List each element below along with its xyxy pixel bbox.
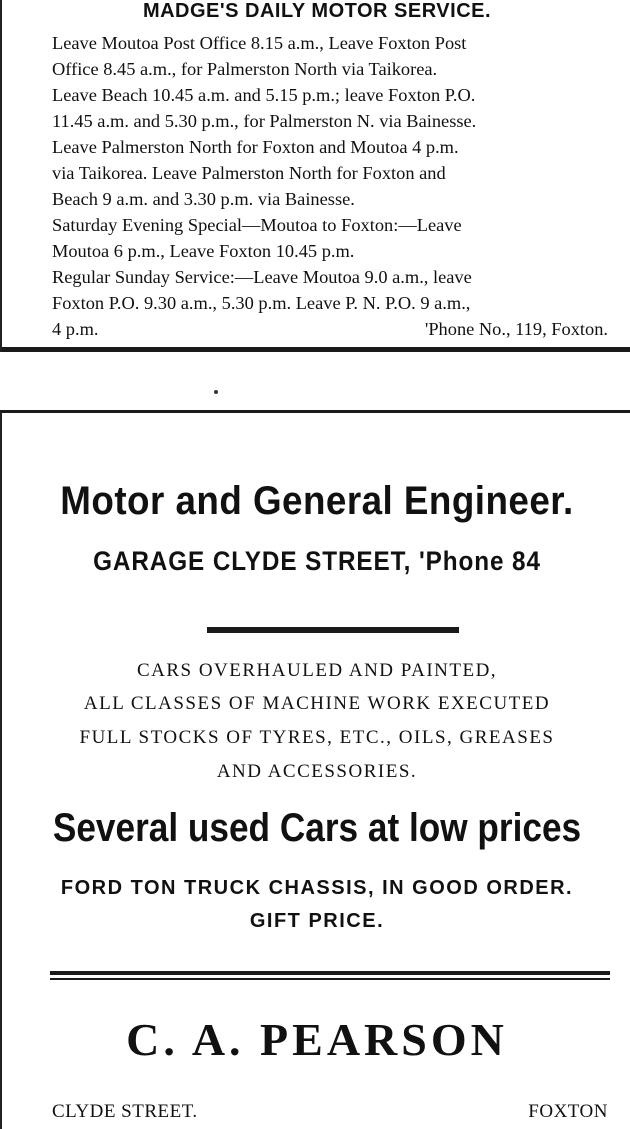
service-line: Beach 9 a.m. and 3.30 p.m. via Bainesse. — [52, 189, 355, 209]
service-item: ALL CLASSES OF MACHINE WORK EXECUTED — [83, 693, 551, 714]
offer-line: FORD TON TRUCK CHASSIS, IN GOOD ORDER. — [60, 877, 574, 899]
divider-rule-double — [50, 971, 610, 975]
divider-rule-double — [50, 978, 610, 980]
service-item: CARS OVERHAULED AND PAINTED, — [136, 660, 498, 681]
phone-number: 'Phone No., 119, Foxton. — [425, 319, 608, 339]
motor-service-title: MADGE'S DAILY MOTOR SERVICE. — [142, 0, 492, 22]
address-street: CLYDE STREET. — [52, 1101, 198, 1122]
service-line: Regular Sunday Service:—Leave Moutoa 9.0 a.m., leave — [52, 267, 472, 287]
service-line: 11.45 a.m. and 5.30 p.m., for Palmerston N. via Bainesse. — [52, 111, 477, 131]
address-town: FOXTON — [528, 1101, 608, 1122]
service-line: via Taikorea. Leave Palmerston North for Foxton and — [52, 163, 446, 183]
engineer-advert — [0, 410, 630, 1129]
used-cars-headline: Several used Cars at low prices — [52, 806, 582, 850]
service-line: Leave Beach 10.45 a.m. and 5.15 p.m.; leave Foxton P.O. — [52, 85, 476, 105]
garage-line: GARAGE CLYDE STREET, 'Phone 84 — [93, 546, 541, 576]
service-line: Moutoa 6 p.m., Leave Foxton 10.45 p.m. — [52, 241, 355, 261]
service-item: AND ACCESSORIES. — [216, 761, 418, 782]
divider-rule — [207, 627, 459, 633]
motor-service-advert — [0, 0, 630, 352]
service-line: Leave Moutoa Post Office 8.15 a.m., Leave Foxton Post — [52, 33, 467, 53]
service-line: Office 8.45 a.m., for Palmerston North via Taikorea. — [52, 59, 438, 79]
service-line: Foxton P.O. 9.30 a.m., 5.30 p.m. Leave P. N. P.O. 9 a.m., — [52, 293, 471, 313]
service-item: FULL STOCKS OF TYRES, ETC., OILS, GREASES — [79, 727, 555, 748]
advert-heading: Motor and General Engineer. — [60, 479, 574, 523]
proprietor-name: C. A. PEARSON — [126, 1014, 508, 1065]
service-line: Leave Palmerston North for Foxton and Moutoa 4 p.m. — [52, 137, 459, 157]
service-line: Saturday Evening Special—Moutoa to Foxton:—Leave — [52, 215, 462, 235]
bottom-rule — [2, 347, 630, 352]
offer-line: GIFT PRICE. — [249, 910, 385, 932]
print-speck — [214, 390, 218, 394]
service-line-last-left: 4 p.m. — [52, 319, 99, 339]
